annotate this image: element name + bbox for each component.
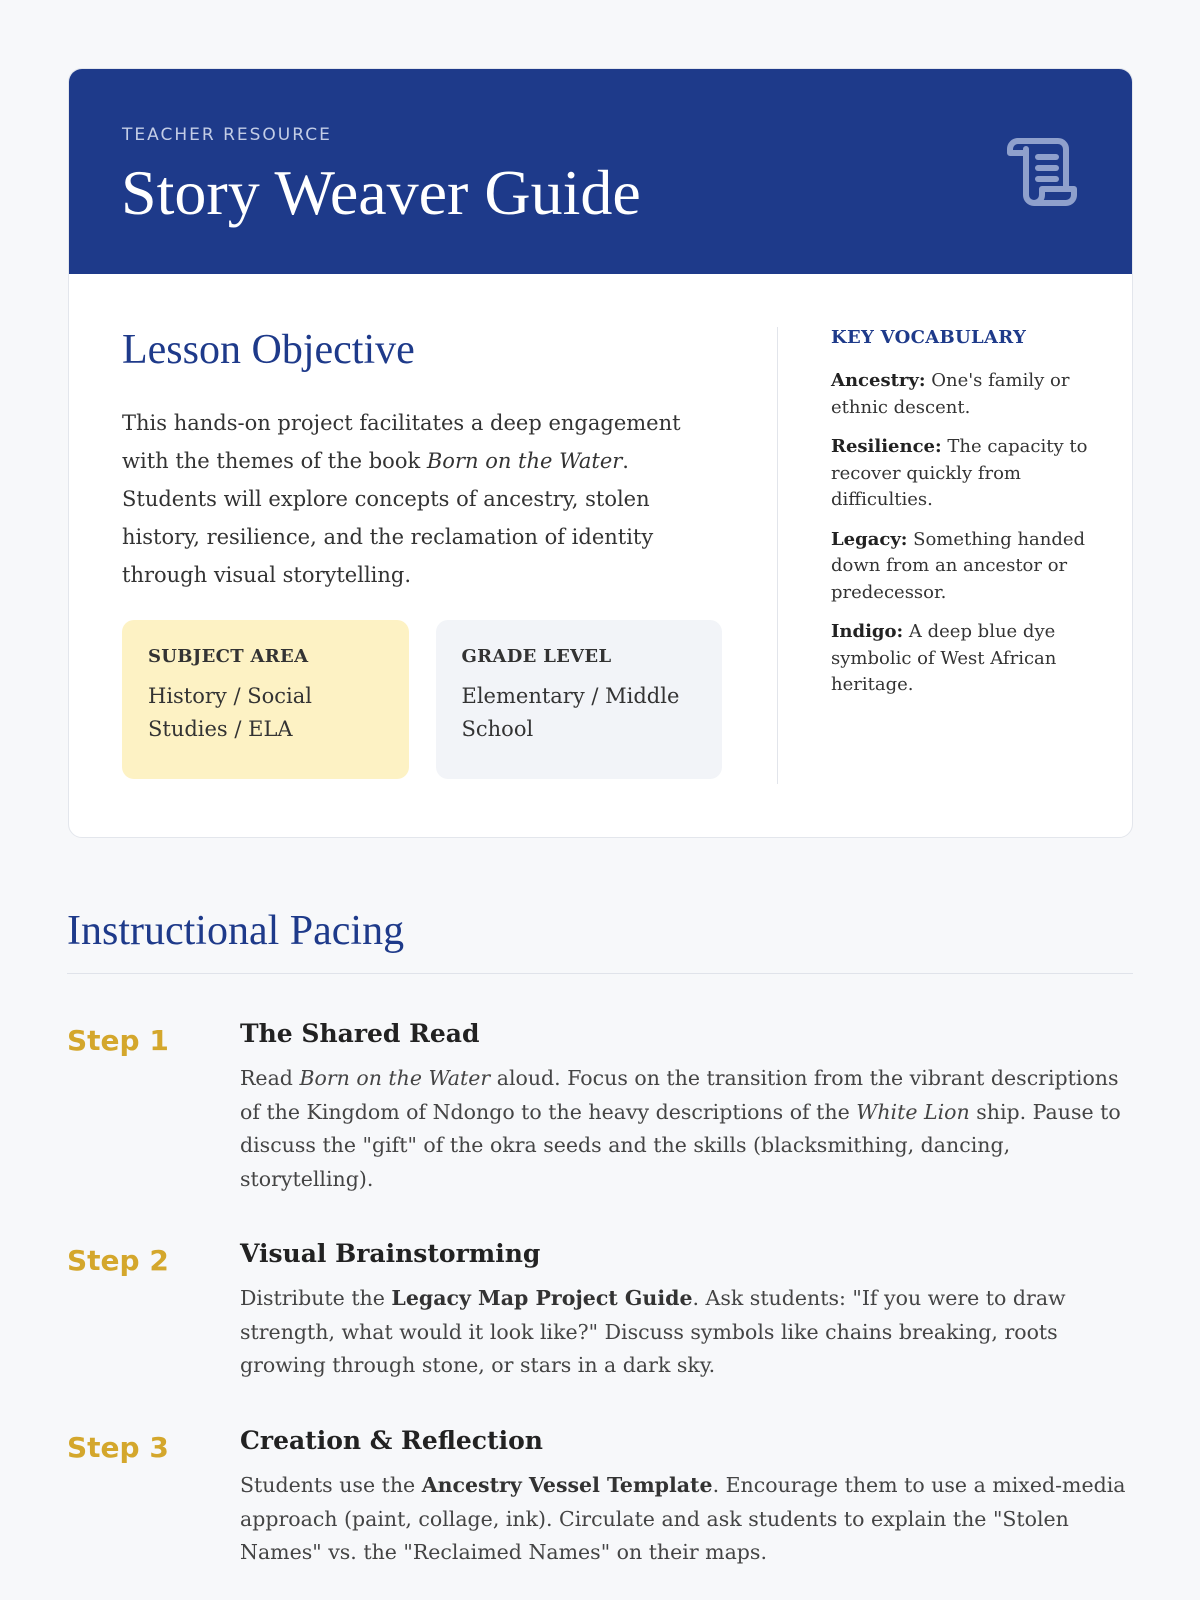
objective-section [122, 329, 722, 779]
subject-area-box [122, 620, 409, 779]
step-text: Students use the Ancestry Vessel Template. Encourage them to use a mixed-media approach (paint, collage, ink). Circulate and ask students to explain the "Stolen Names" vs. the "Reclaimed Names" on their maps. [240, 1473, 1126, 1564]
subject-value: History / Social Studies / ELA [148, 684, 312, 741]
step-number: Step 1 [67, 1024, 169, 1057]
page-title: Story Weaver Guide [121, 157, 641, 228]
vocab-item: Indigo: A deep blue dye symbolic of West African heritage. [831, 621, 1057, 695]
step-number: Step 2 [67, 1244, 169, 1277]
scroll-icon [1004, 135, 1084, 207]
step-text: Read Born on the Water aloud. Focus on the transition from the vibrant descriptions of the Kingdom of Ndongo to the heavy descriptions of the White Lion ship. Pause to discuss the "gift" of the okra seeds and the skills (blacksmithing, dancing, storytelling). [240, 1066, 1121, 1191]
step-text: Distribute the Legacy Map Project Guide. Ask students: "If you were to draw strength, what would it look like?" Discuss symbols like chains breaking, roots growing through stone, or stars in a dark sky. [240, 1286, 1066, 1377]
step-content [240, 1238, 1133, 1383]
subject-label: SUBJECT AREA [148, 646, 309, 667]
objective-heading: Lesson Objective [122, 327, 415, 373]
pacing-heading: Instructional Pacing [67, 908, 405, 954]
grade-level-box [436, 620, 723, 779]
vertical-divider [777, 327, 778, 784]
grade-label: GRADE LEVEL [461, 646, 612, 667]
vocab-item: Resilience: The capacity to recover quickly from difficulties. [831, 436, 1088, 510]
book-title: Born on the Water [426, 449, 623, 473]
vocab-item: Legacy: Something handed down from an ancestor or predecessor. [831, 528, 1086, 603]
key-vocabulary [831, 327, 1091, 712]
meta-row [122, 620, 722, 779]
grade-value: Elementary / Middle School [461, 684, 680, 741]
step-content [240, 1425, 1133, 1570]
step-title: Visual Brainstorming [240, 1239, 541, 1268]
vocabulary-heading: KEY VOCABULARY [831, 327, 1027, 348]
lesson-card [68, 68, 1133, 838]
objective-text: This hands-on project facilitates a deep engagement with the themes of the book Born on the Water. Students will explore concepts of ancestry, stolen history, resilience, and the reclamation of identity through visual storytelling. [122, 411, 681, 587]
eyebrow-label: TEACHER RESOURCE [122, 125, 332, 145]
vocab-item: Ancestry: One's family or ethnic descent. [831, 370, 1070, 418]
step-title: The Shared Read [240, 1019, 480, 1048]
step-content [240, 1018, 1133, 1196]
card-header [69, 69, 1132, 274]
step-number: Step 3 [67, 1431, 169, 1464]
section-divider [67, 973, 1133, 974]
step-title: Creation & Reflection [240, 1426, 543, 1455]
